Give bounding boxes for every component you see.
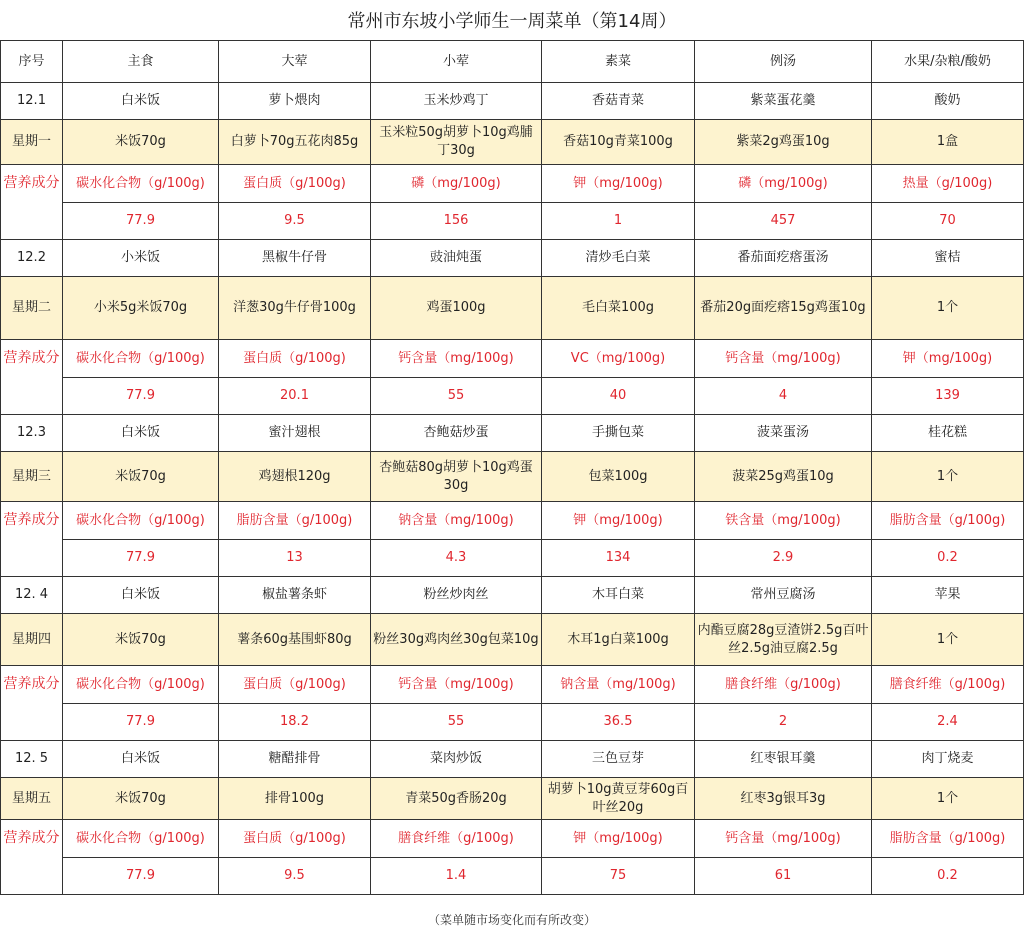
ingredient-cell: 青菜50g香肠20g bbox=[371, 778, 542, 820]
dish-row bbox=[1, 83, 1024, 120]
weekday-cell: 星期一 bbox=[1, 120, 63, 165]
nutrient-row bbox=[1, 340, 1024, 378]
header-cell: 素菜 bbox=[542, 41, 695, 83]
ingredient-cell: 木耳1g白菜100g bbox=[542, 614, 695, 666]
date-cell: 12. 4 bbox=[1, 577, 63, 614]
nutrition-label: 营养成分 bbox=[1, 502, 63, 577]
nutrient-cell: 碳水化合物（g/100g) bbox=[63, 820, 219, 858]
value-row bbox=[1, 203, 1024, 240]
nutrient-row bbox=[1, 666, 1024, 704]
header-cell: 例汤 bbox=[695, 41, 872, 83]
nutrient-cell: VC（mg/100g) bbox=[542, 340, 695, 378]
nutrient-value-cell: 61 bbox=[695, 858, 872, 895]
weekday-cell: 星期三 bbox=[1, 452, 63, 502]
dish-cell: 三色豆芽 bbox=[542, 741, 695, 778]
dish-cell: 肉丁烧麦 bbox=[872, 741, 1024, 778]
dish-row bbox=[1, 577, 1024, 614]
nutrient-value-cell: 18.2 bbox=[219, 704, 371, 741]
dish-cell: 清炒毛白菜 bbox=[542, 240, 695, 277]
ingredient-cell: 小米5g米饭70g bbox=[63, 277, 219, 340]
ingredient-cell: 1盒 bbox=[872, 120, 1024, 165]
nutrient-value-cell: 457 bbox=[695, 203, 872, 240]
nutrient-value-cell: 20.1 bbox=[219, 378, 371, 415]
nutrient-value-cell: 134 bbox=[542, 540, 695, 577]
nutrient-cell: 钙含量（mg/100g) bbox=[371, 340, 542, 378]
header-cell: 主食 bbox=[63, 41, 219, 83]
nutrient-value-cell: 9.5 bbox=[219, 203, 371, 240]
ingredient-cell: 包菜100g bbox=[542, 452, 695, 502]
nutrient-cell: 碳水化合物（g/100g) bbox=[63, 666, 219, 704]
nutrient-row bbox=[1, 165, 1024, 203]
nutrient-row bbox=[1, 502, 1024, 540]
ingredient-cell: 米饭70g bbox=[63, 452, 219, 502]
ingredient-cell: 白萝卜70g五花肉85g bbox=[219, 120, 371, 165]
menu-table bbox=[0, 40, 1024, 895]
date-cell: 12. 5 bbox=[1, 741, 63, 778]
nutrient-cell: 膳食纤维（g/100g) bbox=[872, 666, 1024, 704]
nutrient-value-cell: 139 bbox=[872, 378, 1024, 415]
header-row bbox=[1, 41, 1024, 83]
dish-cell: 杏鲍菇炒蛋 bbox=[371, 415, 542, 452]
dish-cell: 木耳白菜 bbox=[542, 577, 695, 614]
dish-cell: 蜜桔 bbox=[872, 240, 1024, 277]
value-row bbox=[1, 858, 1024, 895]
ingredient-cell: 米饭70g bbox=[63, 778, 219, 820]
dish-cell: 黑椒牛仔骨 bbox=[219, 240, 371, 277]
weekday-cell: 星期四 bbox=[1, 614, 63, 666]
dish-cell: 常州豆腐汤 bbox=[695, 577, 872, 614]
date-cell: 12.1 bbox=[1, 83, 63, 120]
nutrient-value-cell: 9.5 bbox=[219, 858, 371, 895]
dish-cell: 紫菜蛋花羹 bbox=[695, 83, 872, 120]
dish-cell: 番茄面疙瘩蛋汤 bbox=[695, 240, 872, 277]
ingredient-row bbox=[1, 778, 1024, 820]
nutrient-cell: 碳水化合物（g/100g) bbox=[63, 340, 219, 378]
ingredient-cell: 薯条60g基围虾80g bbox=[219, 614, 371, 666]
dish-row bbox=[1, 741, 1024, 778]
nutrient-cell: 脂肪含量（g/100g) bbox=[872, 502, 1024, 540]
nutrient-value-cell: 0.2 bbox=[872, 540, 1024, 577]
ingredient-cell: 鸡蛋100g bbox=[371, 277, 542, 340]
value-row bbox=[1, 378, 1024, 415]
ingredient-cell: 洋葱30g牛仔骨100g bbox=[219, 277, 371, 340]
nutrition-label: 营养成分 bbox=[1, 165, 63, 240]
nutrient-value-cell: 13 bbox=[219, 540, 371, 577]
ingredient-cell: 1个 bbox=[872, 614, 1024, 666]
ingredient-cell: 紫菜2g鸡蛋10g bbox=[695, 120, 872, 165]
nutrient-cell: 磷（mg/100g) bbox=[695, 165, 872, 203]
ingredient-cell: 菠菜25g鸡蛋10g bbox=[695, 452, 872, 502]
ingredient-row bbox=[1, 452, 1024, 502]
nutrient-value-cell: 77.9 bbox=[63, 704, 219, 741]
nutrient-cell: 钾（mg/100g) bbox=[542, 820, 695, 858]
nutrient-value-cell: 0.2 bbox=[872, 858, 1024, 895]
ingredient-cell: 香菇10g青菜100g bbox=[542, 120, 695, 165]
ingredient-cell: 排骨100g bbox=[219, 778, 371, 820]
nutrient-value-cell: 2 bbox=[695, 704, 872, 741]
nutrient-value-cell: 4.3 bbox=[371, 540, 542, 577]
ingredient-cell: 粉丝30g鸡肉丝30g包菜10g bbox=[371, 614, 542, 666]
nutrient-cell: 蛋白质（g/100g) bbox=[219, 165, 371, 203]
dish-cell: 苹果 bbox=[872, 577, 1024, 614]
nutrient-row bbox=[1, 820, 1024, 858]
dish-cell: 萝卜煨肉 bbox=[219, 83, 371, 120]
nutrient-value-cell: 77.9 bbox=[63, 540, 219, 577]
nutrient-value-cell: 55 bbox=[371, 704, 542, 741]
ingredient-cell: 杏鲍菇80g胡萝卜10g鸡蛋30g bbox=[371, 452, 542, 502]
ingredient-row bbox=[1, 614, 1024, 666]
date-cell: 12.3 bbox=[1, 415, 63, 452]
page-title: 常州市东坡小学师生一周菜单（第14周） bbox=[347, 11, 677, 32]
header-cell: 水果/杂粮/酸奶 bbox=[872, 41, 1024, 83]
value-row bbox=[1, 704, 1024, 741]
dish-row bbox=[1, 415, 1024, 452]
dish-cell: 豉油炖蛋 bbox=[371, 240, 542, 277]
dish-cell: 玉米炒鸡丁 bbox=[371, 83, 542, 120]
nutrient-cell: 蛋白质（g/100g) bbox=[219, 340, 371, 378]
dish-cell: 桂花糕 bbox=[872, 415, 1024, 452]
nutrient-value-cell: 2.4 bbox=[872, 704, 1024, 741]
header-cell: 小荤 bbox=[371, 41, 542, 83]
ingredient-cell: 毛白菜100g bbox=[542, 277, 695, 340]
nutrient-value-cell: 77.9 bbox=[63, 378, 219, 415]
ingredient-cell: 鸡翅根120g bbox=[219, 452, 371, 502]
header-cell: 大荤 bbox=[219, 41, 371, 83]
nutrient-cell: 碳水化合物（g/100g) bbox=[63, 502, 219, 540]
ingredient-cell: 红枣3g银耳3g bbox=[695, 778, 872, 820]
nutrient-value-cell: 55 bbox=[371, 378, 542, 415]
nutrient-value-cell: 1 bbox=[542, 203, 695, 240]
ingredient-row bbox=[1, 277, 1024, 340]
weekday-cell: 星期五 bbox=[1, 778, 63, 820]
nutrient-cell: 钙含量（mg/100g) bbox=[695, 340, 872, 378]
ingredient-cell: 玉米粒50g胡萝卜10g鸡脯丁30g bbox=[371, 120, 542, 165]
nutrient-cell: 膳食纤维（g/100g) bbox=[695, 666, 872, 704]
ingredient-cell: 1个 bbox=[872, 778, 1024, 820]
dish-cell: 菜肉炒饭 bbox=[371, 741, 542, 778]
ingredient-cell: 胡萝卜10g黄豆芽60g百叶丝20g bbox=[542, 778, 695, 820]
nutrient-cell: 钙含量（mg/100g) bbox=[371, 666, 542, 704]
nutrient-cell: 碳水化合物（g/100g) bbox=[63, 165, 219, 203]
nutrient-value-cell: 36.5 bbox=[542, 704, 695, 741]
dish-cell: 香菇青菜 bbox=[542, 83, 695, 120]
nutrient-cell: 钾（mg/100g) bbox=[542, 165, 695, 203]
nutrient-value-cell: 77.9 bbox=[63, 203, 219, 240]
dish-row bbox=[1, 240, 1024, 277]
nutrition-label: 营养成分 bbox=[1, 820, 63, 895]
dish-cell: 红枣银耳羹 bbox=[695, 741, 872, 778]
nutrient-cell: 磷（mg/100g) bbox=[371, 165, 542, 203]
nutrient-value-cell: 2.9 bbox=[695, 540, 872, 577]
ingredient-cell: 1个 bbox=[872, 277, 1024, 340]
dish-cell: 粉丝炒肉丝 bbox=[371, 577, 542, 614]
nutrient-cell: 钾（mg/100g) bbox=[872, 340, 1024, 378]
ingredient-row bbox=[1, 120, 1024, 165]
nutrient-value-cell: 156 bbox=[371, 203, 542, 240]
nutrient-cell: 铁含量（mg/100g) bbox=[695, 502, 872, 540]
nutrient-cell: 脂肪含量（g/100g) bbox=[219, 502, 371, 540]
dish-cell: 白米饭 bbox=[63, 577, 219, 614]
dish-cell: 菠菜蛋汤 bbox=[695, 415, 872, 452]
nutrient-value-cell: 40 bbox=[542, 378, 695, 415]
date-cell: 12.2 bbox=[1, 240, 63, 277]
dish-cell: 白米饭 bbox=[63, 741, 219, 778]
nutrient-value-cell: 1.4 bbox=[371, 858, 542, 895]
ingredient-cell: 米饭70g bbox=[63, 120, 219, 165]
footer-note: （菜单随市场变化而有所改变） bbox=[427, 913, 596, 927]
ingredient-cell: 番茄20g面疙瘩15g鸡蛋10g bbox=[695, 277, 872, 340]
dish-cell: 蜜汁翅根 bbox=[219, 415, 371, 452]
dish-cell: 小米饭 bbox=[63, 240, 219, 277]
nutrient-value-cell: 75 bbox=[542, 858, 695, 895]
ingredient-cell: 米饭70g bbox=[63, 614, 219, 666]
nutrient-value-cell: 4 bbox=[695, 378, 872, 415]
nutrient-cell: 钠含量（mg/100g) bbox=[371, 502, 542, 540]
ingredient-cell: 1个 bbox=[872, 452, 1024, 502]
nutrient-cell: 热量（g/100g) bbox=[872, 165, 1024, 203]
nutrient-value-cell: 77.9 bbox=[63, 858, 219, 895]
value-row bbox=[1, 540, 1024, 577]
ingredient-cell: 内酯豆腐28g豆渣饼2.5g百叶丝2.5g油豆腐2.5g bbox=[695, 614, 872, 666]
nutrient-cell: 蛋白质（g/100g) bbox=[219, 820, 371, 858]
dish-cell: 手撕包菜 bbox=[542, 415, 695, 452]
nutrient-cell: 钠含量（mg/100g) bbox=[542, 666, 695, 704]
dish-cell: 酸奶 bbox=[872, 83, 1024, 120]
nutrient-value-cell: 70 bbox=[872, 203, 1024, 240]
nutrient-cell: 钙含量（mg/100g) bbox=[695, 820, 872, 858]
nutrition-label: 营养成分 bbox=[1, 666, 63, 741]
nutrient-cell: 蛋白质（g/100g) bbox=[219, 666, 371, 704]
nutrient-cell: 膳食纤维（g/100g) bbox=[371, 820, 542, 858]
weekday-cell: 星期二 bbox=[1, 277, 63, 340]
nutrient-cell: 钾（mg/100g) bbox=[542, 502, 695, 540]
dish-cell: 白米饭 bbox=[63, 83, 219, 120]
dish-cell: 糖醋排骨 bbox=[219, 741, 371, 778]
header-cell: 序号 bbox=[1, 41, 63, 83]
nutrition-label: 营养成分 bbox=[1, 340, 63, 415]
dish-cell: 椒盐薯条虾 bbox=[219, 577, 371, 614]
nutrient-cell: 脂肪含量（g/100g) bbox=[872, 820, 1024, 858]
dish-cell: 白米饭 bbox=[63, 415, 219, 452]
